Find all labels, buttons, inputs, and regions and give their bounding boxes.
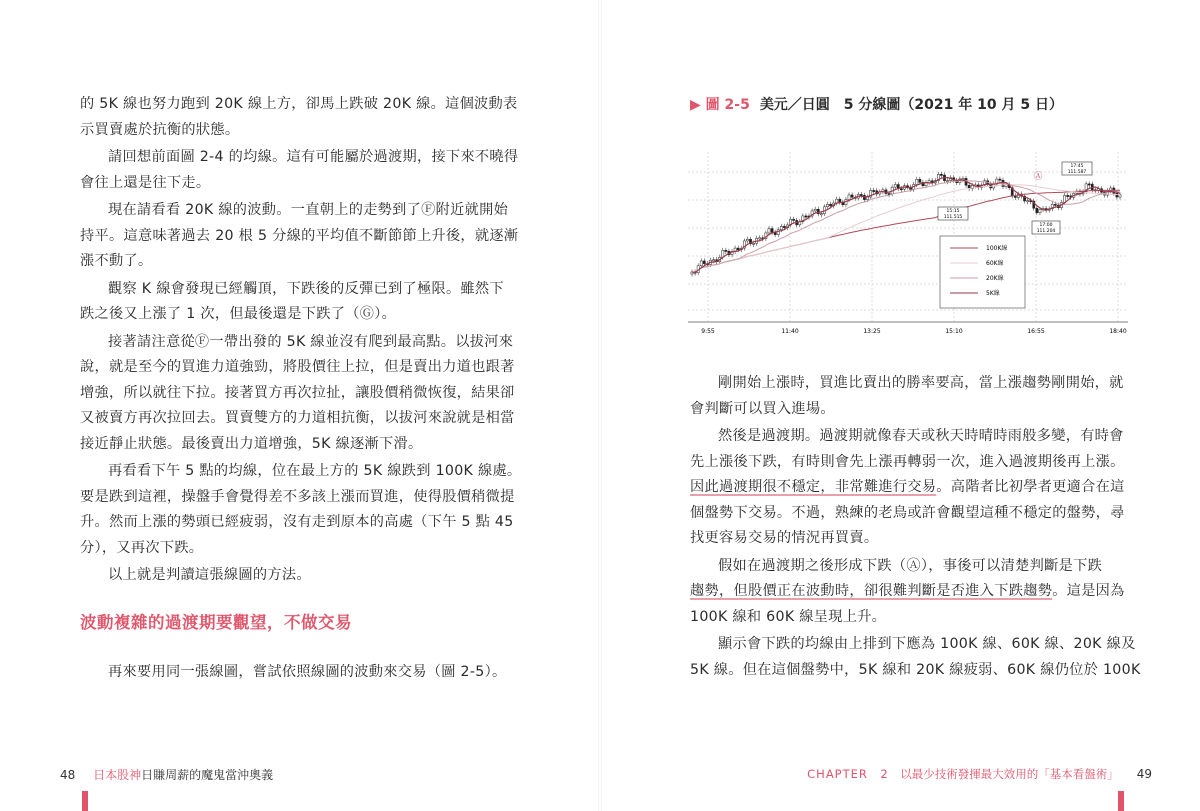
annotation-price: 111.515 — [943, 215, 963, 220]
candle — [946, 178, 948, 184]
left-body-text-2 — [80, 660, 520, 686]
candle — [931, 178, 933, 185]
candle — [869, 188, 871, 200]
paragraph-line: 5K 線。但在這個盤勢中，5K 線和 20K 線疲弱、60K 線仍位於 100K — [690, 661, 1141, 678]
paragraph-line: 假如在過渡期之後形成下跌（Ⓐ），事後可以清楚判斷是下跌 — [718, 557, 1103, 574]
paragraph-line: 剛開始上漲時，買進比賣出的勝率要高，當上漲趨勢剛開始，就 — [718, 375, 1124, 391]
left-footer — [60, 766, 273, 783]
candle — [799, 219, 801, 227]
right-body-text — [690, 371, 1141, 683]
book-title-a: 日本股神 — [93, 768, 142, 782]
candle — [842, 200, 844, 208]
candle — [860, 192, 862, 198]
paragraph-line: 然後是過渡期。過渡期就像春天或秋天時晴時雨般多變，有時會 — [718, 428, 1124, 444]
candlestick-chart — [688, 150, 1128, 345]
candle — [839, 197, 841, 205]
annotation-price: 111.204 — [1036, 229, 1056, 234]
paragraph-line: 個盤勢下交易。不過，熟練的老鳥或許會觀望這種不穩定的盤勢，尋 — [690, 504, 1125, 521]
paragraph-line: 漲不動了。 — [80, 253, 153, 269]
candle — [749, 237, 751, 247]
annotation-time: 17:00 — [1039, 223, 1053, 228]
candle — [746, 237, 748, 244]
legend-label: 100K線 — [986, 245, 1008, 252]
legend-label: 60K線 — [986, 260, 1004, 267]
legend-label: 20K線 — [986, 275, 1004, 282]
x-tick-label: 9:55 — [701, 328, 715, 335]
candle — [1014, 193, 1016, 200]
paragraph-line: 又被賣方再次拉回去。買賣雙方的力道相抗衡，以拔河來說就是相當 — [80, 410, 515, 426]
candle — [1045, 206, 1047, 213]
x-axis-ticks — [701, 328, 1127, 335]
annotation-price: 111.587 — [1067, 170, 1087, 175]
candle — [793, 217, 795, 223]
x-tick-label: 16:55 — [1027, 328, 1045, 335]
paragraph-line: 100K 線和 60K 線呈現上升。 — [690, 608, 887, 625]
candle — [725, 248, 727, 254]
candle — [897, 182, 899, 191]
paragraph-line: 示買賣處於抗衡的狀態。 — [80, 121, 240, 138]
candle — [882, 187, 884, 194]
paragraph-line: 會判斷可以買入進場。 — [690, 400, 835, 417]
paragraph-line: 說，就是至今的買進力道強勁，將股價往上拉，但是賣出力道也跟著 — [80, 359, 515, 375]
paragraph-line: 再來要用同一張線圖，嘗試依照線圖的波動來交易（圖 2-5）。 — [108, 664, 507, 680]
candle — [922, 180, 924, 188]
candle — [1033, 199, 1035, 211]
figure-caption: 美元／日圓 5 分線圖（2021 年 10 月 5 日） — [759, 97, 1063, 113]
candle — [937, 172, 939, 183]
paragraph-line: 找更容易交易的情況再買賣。 — [690, 530, 879, 546]
candle — [691, 270, 693, 277]
text-span: 。高階者比初學者更適合在這 — [936, 479, 1125, 495]
paragraph-line: 分），又再次下跌。 — [80, 539, 204, 556]
paragraph-line: 以上就是判讀這張線圖的方法。 — [108, 567, 311, 583]
paragraph-line: 持平。這意味著過去 20 根 5 分線的平均值不斷節節上升後，就逐漸 — [80, 227, 519, 244]
candle — [826, 202, 828, 210]
candle — [894, 182, 896, 190]
paragraph-line: 請回想前面圖 2-4 的均線。這有可能屬於過渡期，接下來不曉得 — [108, 149, 519, 165]
candle — [928, 178, 930, 185]
annotation-box — [938, 207, 968, 220]
candle — [1051, 202, 1053, 212]
figure-label: 圖 2-5 — [705, 97, 750, 113]
paragraph-line: 要是跌到這裡，操盤手會覺得差不多該上漲而買進，使得股價稍微提 — [80, 488, 515, 505]
x-tick-label: 15:10 — [945, 328, 963, 335]
candle — [802, 213, 804, 224]
candle — [1088, 181, 1090, 187]
paragraph-line: 現在請看看 20K 線的波動。一直朝上的走勢到了Ⓕ附近就開始 — [108, 202, 509, 218]
chapter-title: 以最少技術發揮最大效用的「基本看盤術」 — [900, 767, 1119, 781]
chart-legend — [940, 236, 1025, 308]
paragraph-line: 增強，所以就往下拉。接著買方再次拉扯，讓股價稍微恢復，結果卻 — [80, 384, 515, 401]
annotation-box — [1062, 162, 1092, 175]
candle — [1097, 186, 1099, 193]
footer-accent-bar — [1118, 791, 1124, 811]
x-tick-label: 13:25 — [863, 328, 881, 335]
paragraph-line: 會往上還是往下走。 — [80, 174, 211, 191]
book-title-b: 日賺周薪的魔鬼當沖奧義 — [141, 768, 274, 782]
candle — [873, 188, 875, 194]
candle — [734, 246, 736, 254]
candle — [940, 172, 942, 178]
candle — [743, 238, 745, 250]
candle — [1085, 181, 1087, 194]
chart-grid — [688, 152, 1128, 322]
candle — [962, 176, 964, 182]
paragraph-line: 觀察 K 線會發現已經觸頂，下跌後的反彈已到了極限。雖然下 — [108, 280, 504, 297]
figure-title — [690, 94, 1063, 114]
left-body-text — [80, 92, 520, 589]
candle — [968, 183, 970, 191]
x-tick-label: 11:40 — [781, 328, 799, 335]
candle — [879, 189, 881, 196]
candle — [811, 208, 813, 218]
annotation-time: 17:45 — [1070, 164, 1084, 169]
legend-label: 5K線 — [986, 290, 1000, 297]
candle — [999, 177, 1001, 183]
chapter-label: CHAPTER 2 — [807, 767, 889, 781]
candle — [777, 227, 779, 237]
candle — [906, 183, 908, 189]
annotation-marker: Ⓐ — [1033, 172, 1043, 182]
right-footer — [807, 766, 1152, 782]
emphasis-text: 趨勢，但股價正在波動時，卻很難判斷是否進入下跌趨勢 — [690, 583, 1053, 599]
paragraph-line: 跌之後又上漲了 1 次，但最後還是下跌了（Ⓖ）。 — [80, 306, 397, 322]
page-number: 49 — [1136, 767, 1152, 781]
text-span: 。這是因為 — [1052, 583, 1125, 599]
candle — [817, 207, 819, 217]
annotation-time: 15:15 — [946, 209, 960, 214]
page-number: 48 — [60, 768, 76, 782]
emphasis-text: 因此過渡期很不穩定，非常難進行交易 — [690, 479, 937, 495]
paragraph-line: 的 5K 線也努力跑到 20K 線上方，卻馬上跌破 20K 線。這個波動表 — [80, 96, 518, 112]
paragraph-line: 接著請注意從Ⓕ一帶出發的 5K 線並沒有爬到最高點。以拔河來 — [108, 333, 514, 350]
x-tick-label: 18:40 — [1109, 328, 1127, 335]
footer-accent-bar — [82, 791, 88, 811]
paragraph-line: 顯示會下跌的均線由上排到下應為 100K 線、60K 線、20K 線及 — [718, 636, 1136, 652]
annotation-box — [1032, 221, 1060, 234]
paragraph-line: 升。然而上漲的勢頭已經疲弱，沒有走到原本的高處（下午 5 點 45 — [80, 514, 514, 530]
paragraph-line: 先上漲後下跌，有時則會先上漲再轉弱一次，進入過渡期後再上漲。 — [690, 453, 1125, 470]
paragraph-line — [690, 475, 1130, 501]
candle — [1023, 194, 1025, 204]
paragraph-line — [690, 579, 1130, 605]
triangle-icon: ▶ — [690, 97, 706, 113]
paragraph-line: 接近靜止狀態。最後賣出力道增強，5K 線逐漸下滑。 — [80, 435, 423, 452]
candle — [1067, 193, 1069, 199]
paragraph-line: 再看看下午 5 點的均線，位在最上方的 5K 線跌到 100K 線處。 — [108, 463, 522, 479]
candle — [774, 230, 776, 237]
section-heading: 波動複雜的過渡期要觀望，不做交易 — [80, 613, 352, 632]
